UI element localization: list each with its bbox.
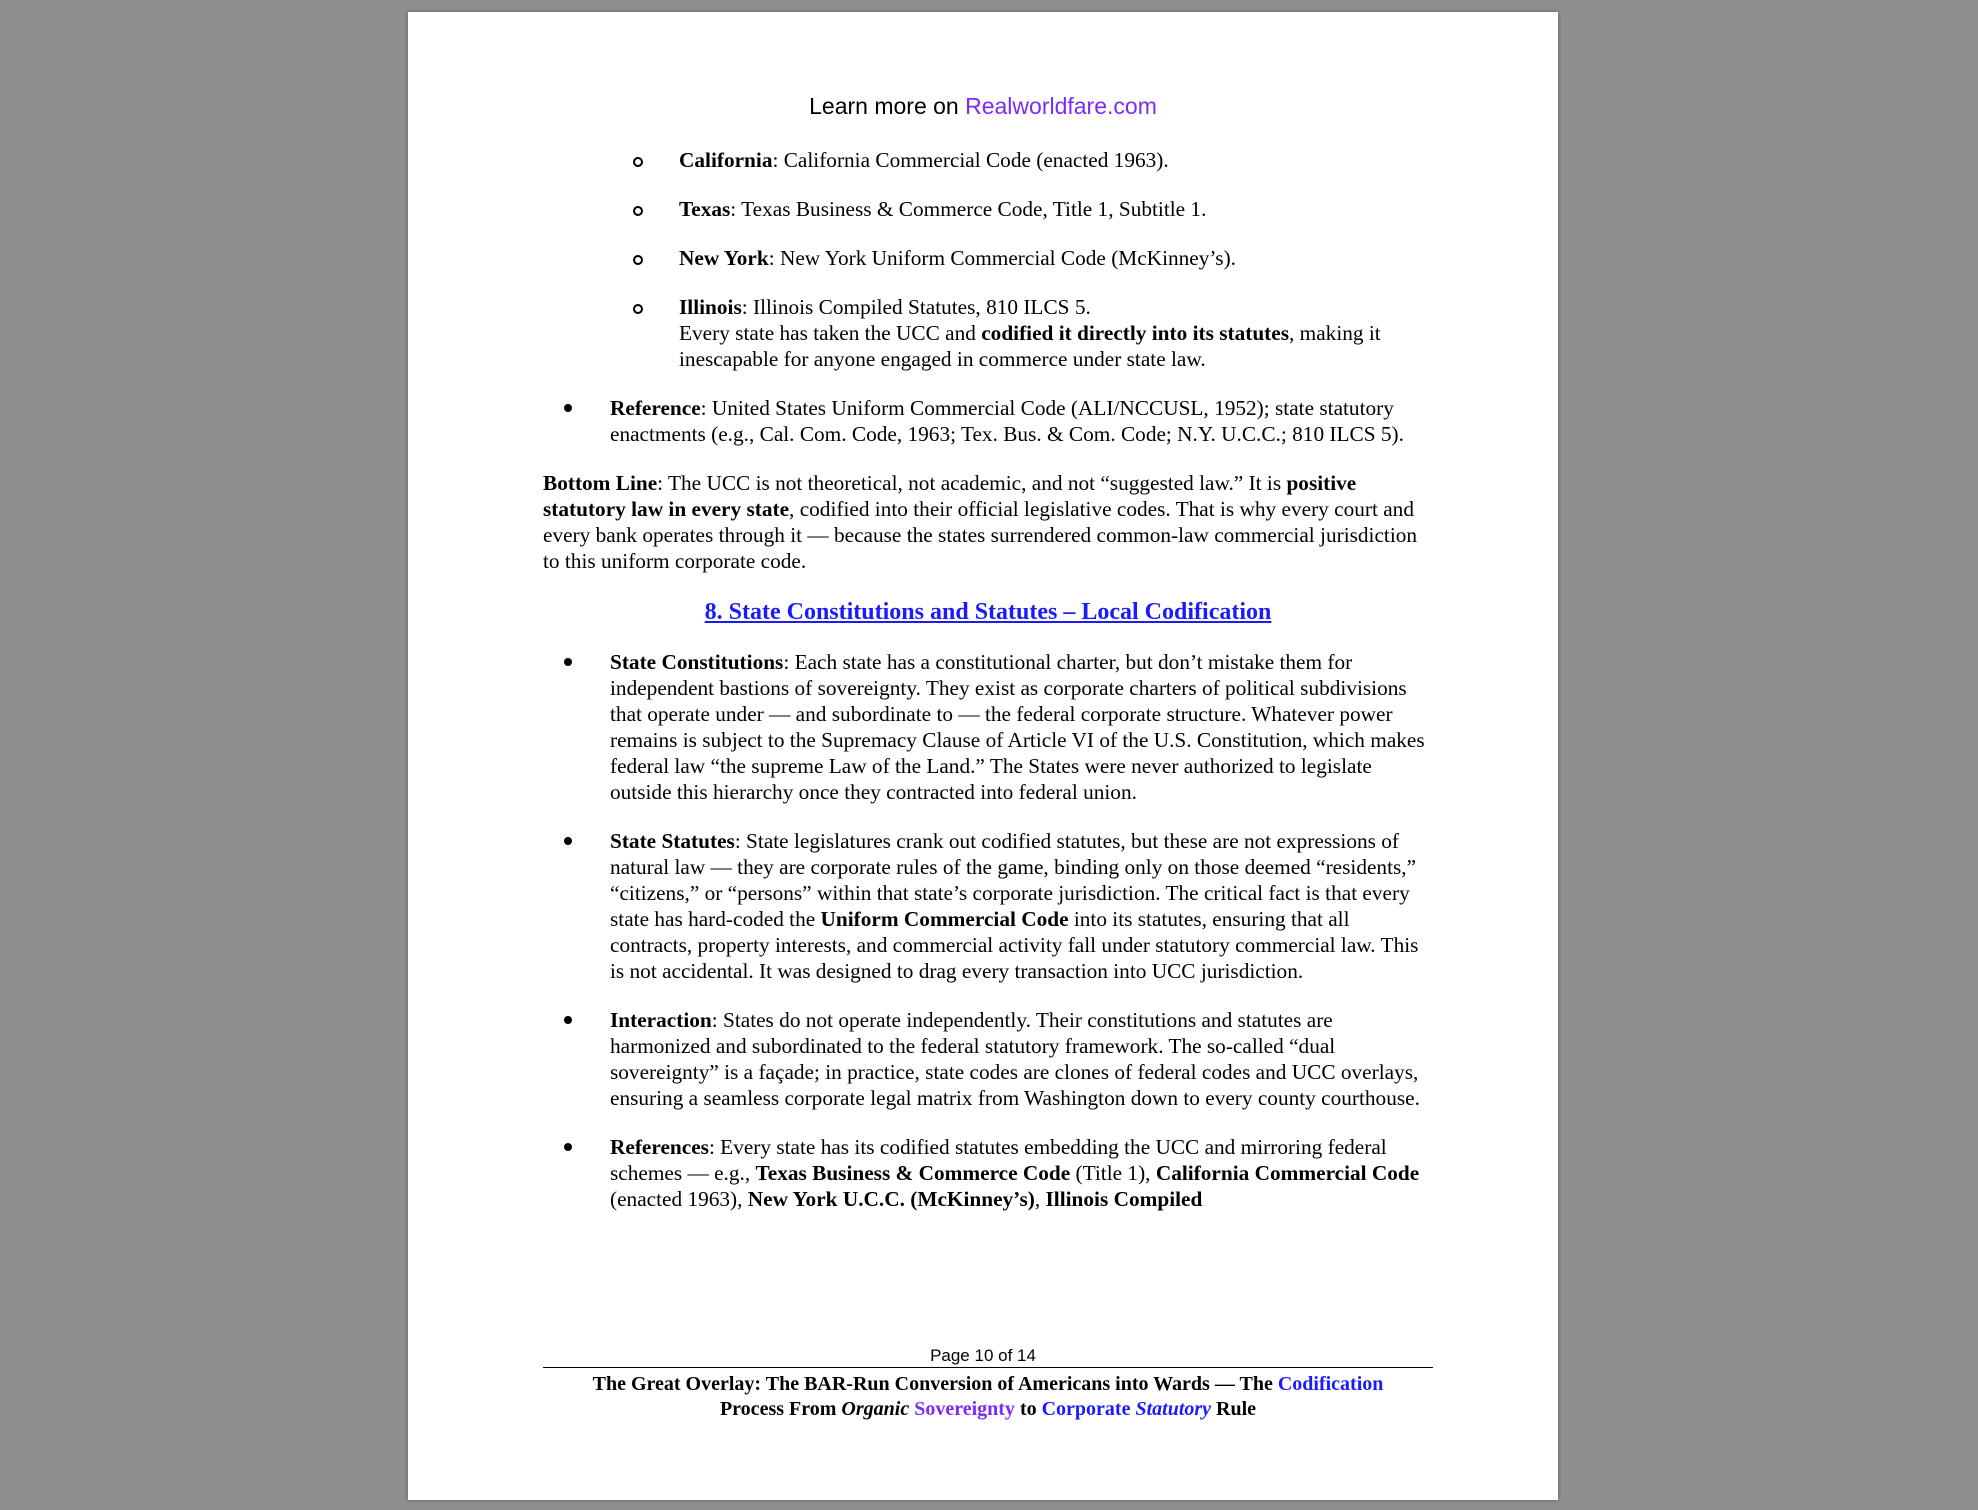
paragraph-text: , codified into their official legislative codes. That is why every court and every bank operates through it — because the states surrendered common-law commercial jurisdiction to this uniform corporate code. (543, 497, 1418, 573)
footer-text: The Great Overlay: The BAR-Run Conversion of Americans into Wards — The (592, 1373, 1278, 1395)
state-code-text: : California Commercial Code (enacted 1963). (772, 148, 1169, 172)
item-text: : State legislatures crank out codified statutes, but these are not expressions of natural law — they are corporate rules of the game, binding only on those deemed “residents,” “citizens,” or “persons” within that state’s corporate jurisdiction. The critical fact is that every state has hard-coded the (610, 829, 1417, 931)
state-code-list (543, 147, 1433, 372)
footer-divider (543, 1367, 1433, 1368)
page-content (543, 147, 1433, 1235)
list-item (543, 294, 1433, 372)
footer-italic: Organic (841, 1398, 910, 1420)
section-heading[interactable]: 8. State Constitutions and Statutes – Local Codification (704, 599, 1272, 625)
item-text: : Each state has a constitutional charter, but don’t mistake them for independent bastions of sovereignty. They exist as corporate charters of political subdivisions that operate under — and subordinate to — the federal corporate structure. Whatever power remains is subject to the Supremacy Clause of Article VI of the U.S. Constitution, which makes federal law “the supreme Law of the Land.” The States were never authorized to legislate outside this hierarchy once they contracted into federal union. (610, 650, 1425, 804)
bottom-line-label: Bottom Line (543, 471, 658, 495)
state-name: California (679, 148, 773, 172)
bullet-icon (564, 404, 572, 412)
illinois-note (679, 321, 1381, 371)
footer-text: Process From (719, 1398, 842, 1420)
reference-label: Reference (610, 396, 701, 420)
item-label: References (610, 1135, 709, 1159)
paragraph-text: : The UCC is not theoretical, not academic, and not “suggested law.” It is (657, 471, 1287, 495)
document-page (408, 12, 1558, 1500)
page-footer (543, 1372, 1433, 1422)
reference-item (543, 395, 1433, 447)
item-bold: Illinois Compiled (1045, 1187, 1203, 1211)
footer-highlight: Corporate (1041, 1398, 1131, 1420)
interaction-item (543, 1007, 1433, 1111)
bottom-line-paragraph (543, 470, 1433, 574)
item-text: , (1034, 1187, 1046, 1211)
state-name: New York (679, 246, 769, 270)
ring-bullet-icon (633, 255, 643, 265)
list-item (543, 196, 1433, 222)
state-constitutions-item (543, 649, 1433, 805)
note-bold: codified it directly into its statutes (981, 321, 1290, 345)
item-text: into its statutes, ensuring that all contracts, property interests, and commercial activity fall under statutory commercial law. This is not accidental. It was designed to drag every transaction into UCC jurisdiction. (610, 907, 1419, 983)
item-label: State Statutes (610, 829, 735, 853)
bullet-icon (564, 837, 572, 845)
footer-text: Rule (1211, 1398, 1257, 1420)
ring-bullet-icon (633, 157, 643, 167)
footer-text: to (1014, 1398, 1042, 1420)
item-bold: California Commercial Code (1155, 1161, 1420, 1185)
state-statutes-item (543, 828, 1433, 984)
header-prefix: Learn more on (809, 93, 966, 119)
item-bold: Texas Business & Commerce Code (755, 1161, 1071, 1185)
footer-highlight: Sovereignty (914, 1398, 1015, 1420)
list-item (543, 147, 1433, 173)
state-code-text: : Illinois Compiled Statutes, 810 ILCS 5. (741, 295, 1091, 319)
state-code-text: : Texas Business & Commerce Code, Title 1, Subtitle 1. (730, 197, 1207, 221)
list-item (543, 245, 1433, 271)
bullet-icon (564, 1143, 572, 1151)
footer-highlight: Statutory (1135, 1398, 1212, 1420)
item-text: (enacted 1963), (610, 1187, 748, 1211)
footer-highlight: Codification (1277, 1373, 1384, 1395)
state-name: Illinois (679, 295, 742, 319)
item-text: (Title 1), (1070, 1161, 1156, 1185)
note-text: Every state has taken the UCC and (679, 321, 982, 345)
ring-bullet-icon (633, 304, 643, 314)
bullet-icon (564, 658, 572, 666)
page-number: Page 10 of 14 (930, 1346, 1036, 1365)
item-bold: New York U.C.C. (McKinney’s) (747, 1187, 1035, 1211)
item-label: State Constitutions (610, 650, 784, 674)
item-text: : States do not operate independently. Their constitutions and statutes are harmonized and subordinated to the federal statutory framework. The so-called “dual sovereignty” is a façade; in practice, state codes are clones of federal codes and UCC overlays, ensuring a seamless corporate legal matrix from Washington down to every county courthouse. (610, 1008, 1420, 1110)
page-header (408, 92, 1558, 120)
state-name: Texas (679, 197, 731, 221)
reference-text: : United States Uniform Commercial Code (ALI/NCCUSL, 1952); state statutory enactments (e.g., Cal. Com. Code, 1963; Tex. Bus. & Com. Code; N.Y. U.C.C.; 810 ILCS 5). (610, 396, 1404, 446)
bullet-icon (564, 1016, 572, 1024)
references-item (543, 1134, 1433, 1212)
ring-bullet-icon (633, 206, 643, 216)
item-text: : Every state has its codified statutes embedding the UCC and mirroring federal schemes — e.g., (610, 1135, 1387, 1185)
paragraph-bold: positive statutory law in every state (543, 471, 1357, 521)
item-label: Interaction (610, 1008, 712, 1032)
item-bold: Uniform Commercial Code (820, 907, 1069, 931)
state-code-text: : New York Uniform Commercial Code (McKinney’s). (768, 246, 1237, 270)
header-link[interactable]: Realworldfare.com (965, 93, 1157, 119)
note-text: , making it inescapable for anyone engaged in commerce under state law. (679, 321, 1381, 371)
